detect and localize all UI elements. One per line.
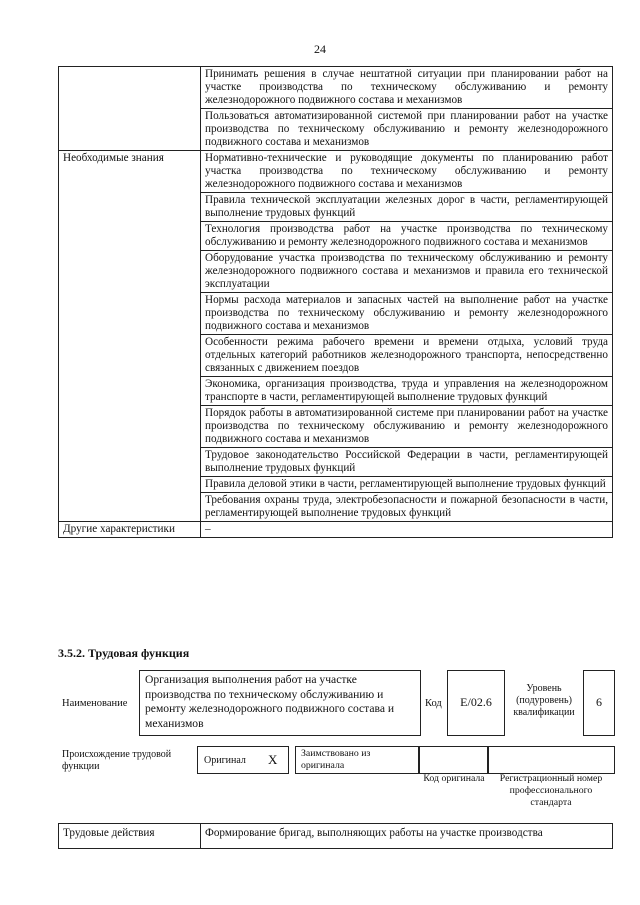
other-characteristics-label: Другие характеристики	[59, 522, 201, 538]
table-row	[59, 824, 613, 849]
knowledge-item: Трудовое законодательство Российской Федерации в части, регламентирующей выполнение трудовых функций	[201, 448, 613, 477]
origin-label: Происхождение трудовой функции	[62, 749, 172, 772]
code-label: Код	[425, 698, 442, 709]
code-value: E/02.6	[460, 695, 492, 709]
original-box	[197, 746, 289, 774]
knowledge-item: Особенности режима рабочего времени и времени отдыха, условий труда отдельных категорий работников железнодорожного транспорта, непосредственно связанных с движением поездов	[201, 335, 613, 377]
section-title: 3.5.2. Трудовая функция	[58, 646, 190, 660]
code-original-label: Код оригинала	[423, 773, 485, 784]
original-label: Оригинал	[204, 755, 246, 766]
page-number: 24	[314, 42, 326, 56]
borrowed-box	[295, 746, 419, 774]
labor-actions-table	[58, 823, 613, 849]
knowledge-item: Технология производства работ на участке производства по техническому обслуживанию и ремонту железнодорожного подвижного состава и механизмов	[201, 222, 613, 251]
name-value: Организация выполнения работ на участке производства по техническому обслуживанию и ремонту железнодорожного подвижного состава и механизмов	[145, 673, 395, 730]
skill-item: Пользоваться автоматизированной системой при планировании работ на участке производства по техническому обслуживанию и ремонту железнодорожного подвижного состава и механизмов	[201, 109, 613, 151]
reg-number-label: Регистрационный номер профессионального стандарта	[499, 773, 603, 808]
name-box	[139, 670, 421, 736]
table-row	[59, 522, 613, 538]
knowledge-item: Правила технической эксплуатации железных дорог в части, регламентирующей выполнение трудовых функций	[201, 193, 613, 222]
table-row	[59, 67, 613, 109]
level-value: 6	[596, 695, 602, 709]
knowledge-item: Нормативно-технические и руководящие документы по планированию работ участка производства по техническому обслуживанию и ремонту железнодорожного подвижного состава и механизмов	[201, 151, 613, 193]
knowledge-item: Оборудование участка производства по техническому обслуживанию и ремонту железнодорожного подвижного состава и механизмов и правила его технической эксплуатации	[201, 251, 613, 293]
level-label: Уровень (подуровень) квалификации	[513, 683, 575, 718]
name-label: Наименование	[62, 698, 128, 709]
table-row	[59, 151, 613, 193]
code-original-box	[419, 746, 489, 774]
skills-label-cell	[59, 67, 201, 151]
level-box	[583, 670, 615, 736]
code-box	[447, 670, 505, 736]
reg-number-box	[487, 746, 615, 774]
knowledge-item: Нормы расхода материалов и запасных частей на выполнение работ на участке производства по техническому обслуживанию и ремонту железнодорожного подвижного состава и механизмов	[201, 293, 613, 335]
knowledge-item: Порядок работы в автоматизированной системе при планировании работ на участке производства по техническому обслуживанию и ремонту железнодорожного подвижного состава и механизмов	[201, 406, 613, 448]
labor-action-item: Формирование бригад, выполняющих работы на участке производства	[201, 824, 613, 849]
knowledge-item: Экономика, организация производства, труда и управления на железнодорожном транспорте в части, регламентирующей выполнение трудовых функций	[201, 377, 613, 406]
other-characteristics-value: –	[201, 522, 613, 538]
requirements-table	[58, 66, 613, 538]
original-mark: X	[268, 752, 278, 767]
knowledge-item: Правила деловой этики в части, регламентирующей выполнение трудовых функций	[201, 477, 613, 493]
labor-actions-label: Трудовые действия	[59, 824, 201, 849]
knowledge-item: Требования охраны труда, электробезопасности и пожарной безопасности в части, регламентирующей выполнение трудовых функций	[201, 493, 613, 522]
knowledge-label: Необходимые знания	[59, 151, 201, 522]
skill-item: Принимать решения в случае нештатной ситуации при планировании работ на участке производства по техническому обслуживанию и ремонту железнодорожного подвижного состава и механизмов	[201, 67, 613, 109]
borrowed-label: Заимствовано из оригинала	[301, 748, 371, 771]
